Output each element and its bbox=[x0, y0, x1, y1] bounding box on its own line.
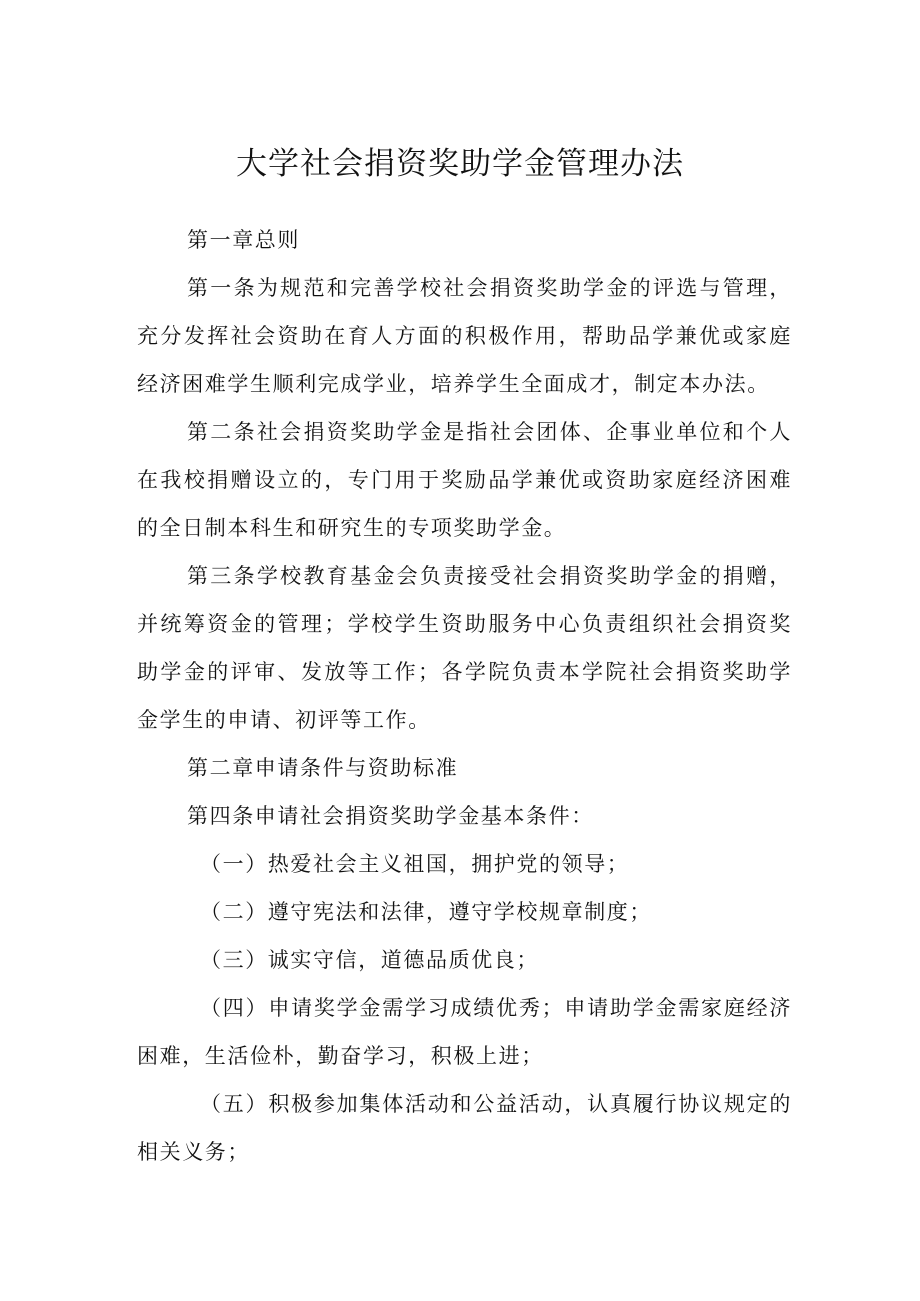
list-item: （二）遵守宪法和法律，遵守学校规章制度； bbox=[200, 900, 652, 924]
article-paragraph: 第一条为规范和完善学校社会捐资奖助学金的评选与管理，充分发挥社会资助在育人方面的积极作用，帮助品学兼优或家庭经济困难学生顺利完成学业，培养学生全面成才，制定本办法。 bbox=[137, 276, 792, 396]
article-paragraph: 第二条社会捐资奖助学金是指社会团体、企事业单位和个人在我校捐赠设立的，专门用于奖励品学兼优或资助家庭经济困难的全日制本科生和研究生的专项奖助学金。 bbox=[137, 420, 792, 540]
list-item: （一）热爱社会主义祖国，拥护党的领导； bbox=[200, 852, 630, 876]
list-item: （三）诚实守信，道德品质优良； bbox=[200, 948, 539, 972]
document-body bbox=[137, 216, 792, 1176]
chapter-heading: 第二章申请条件与资助标准 bbox=[187, 756, 459, 780]
document-title: 大学社会捐资奖助学金管理办法 bbox=[236, 146, 684, 182]
article-paragraph: 第三条学校教育基金会负责接受社会捐资奖助学金的捐赠，并统筹资金的管理；学校学生资助服务中心负责组织社会捐资奖助学金的评审、发放等工作；各学院负责本学院社会捐资奖助学金学生的申请、初评等工作。 bbox=[137, 564, 792, 732]
chapter-heading: 第一章总则 bbox=[187, 228, 300, 252]
list-item: （五）积极参加集体活动和公益活动，认真履行协议规定的相关义务； bbox=[137, 1092, 792, 1164]
article-paragraph: 第四条申请社会捐资奖助学金基本条件： bbox=[187, 804, 594, 828]
list-item: （四）申请奖学金需学习成绩优秀；申请助学金需家庭经济困难，生活俭朴，勤奋学习，积极上进； bbox=[137, 996, 792, 1068]
